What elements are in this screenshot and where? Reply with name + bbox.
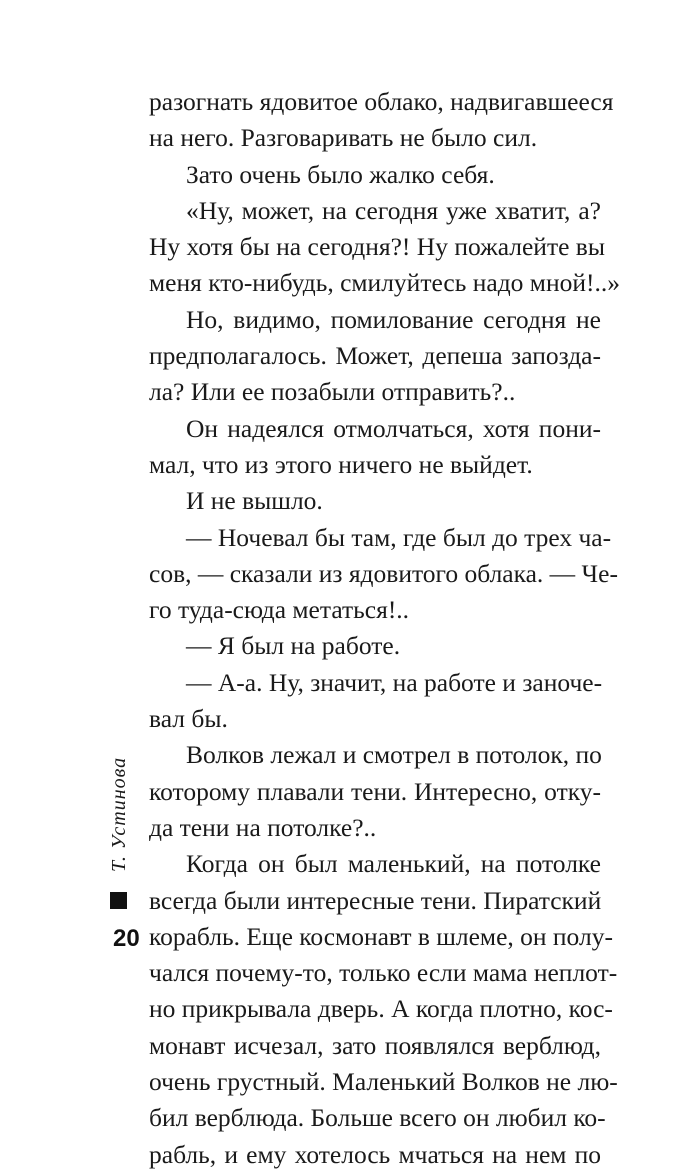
text-line: да тени на потолке?.. [149, 812, 377, 842]
text-line: Зато очень было жалко себя. [186, 159, 495, 189]
text-line: которому плавали тени. Интересно, отку- [149, 776, 601, 806]
text-line: И не вышло. [186, 486, 323, 516]
text-line: бил верблюда. Больше всего он любил ко- [149, 1103, 606, 1133]
text-line: «Ну, может, на сегодня уже хватит, а? [186, 195, 601, 225]
text-line: меня кто-нибудь, смилуйтесь надо мной!..» [149, 268, 620, 298]
text-line: Он надеялся отмолчаться, хотя пони- [186, 413, 601, 443]
text-line: мал, что из этого ничего не выйдет. [149, 449, 533, 479]
text-line: очень грустный. Маленький Волков не лю- [149, 1067, 618, 1097]
text-line: корабль. Еще космонавт в шлеме, он полу- [149, 921, 613, 951]
text-line: го туда-сюда метаться!.. [149, 595, 410, 625]
text-line: разогнать ядовитое облако, надвигавшееся [149, 87, 614, 116]
text-line: вал бы. [149, 704, 228, 734]
text-line: Но, видимо, помилование сегодня не [186, 304, 601, 334]
text-line: — Я был на работе. [186, 631, 401, 661]
text-line: но прикрывала дверь. А когда плотно, кос- [149, 994, 613, 1024]
text-line: Волков лежал и смотрел в потолок, по [186, 740, 602, 770]
text-line: — Ночевал бы там, где был до трех ча- [186, 522, 612, 552]
text-line: предполагалось. Может, депеша запозда- [149, 341, 601, 371]
text-line: ла? Или ее позабыли отправить?.. [149, 377, 516, 407]
text-line: Когда он был маленький, на потолке [186, 849, 601, 879]
text-line: монавт исчезал, зато появлялся верблюд, [149, 1030, 601, 1060]
text-line: всегда были интересные тени. Пиратский [149, 885, 602, 915]
square-marker-icon [110, 892, 127, 909]
page-number: 20 [113, 925, 140, 952]
text-line: — А-а. Ну, значит, на работе и заноче- [186, 667, 603, 697]
text-line: Ну хотя бы на сегодня?! Ну пожалейте вы [149, 232, 605, 262]
body-text [149, 84, 620, 1173]
text-line: сов, — сказали из ядовитого облака. — Че- [149, 558, 618, 588]
text-line: на него. Разговаривать не было сил. [149, 123, 538, 153]
text-line: рабль, и ему хотелось мчаться на нем по [149, 1139, 601, 1169]
running-head-author: Т. Устинова [108, 756, 130, 872]
text-line: чался почему-то, только если мама неплот- [149, 958, 618, 988]
